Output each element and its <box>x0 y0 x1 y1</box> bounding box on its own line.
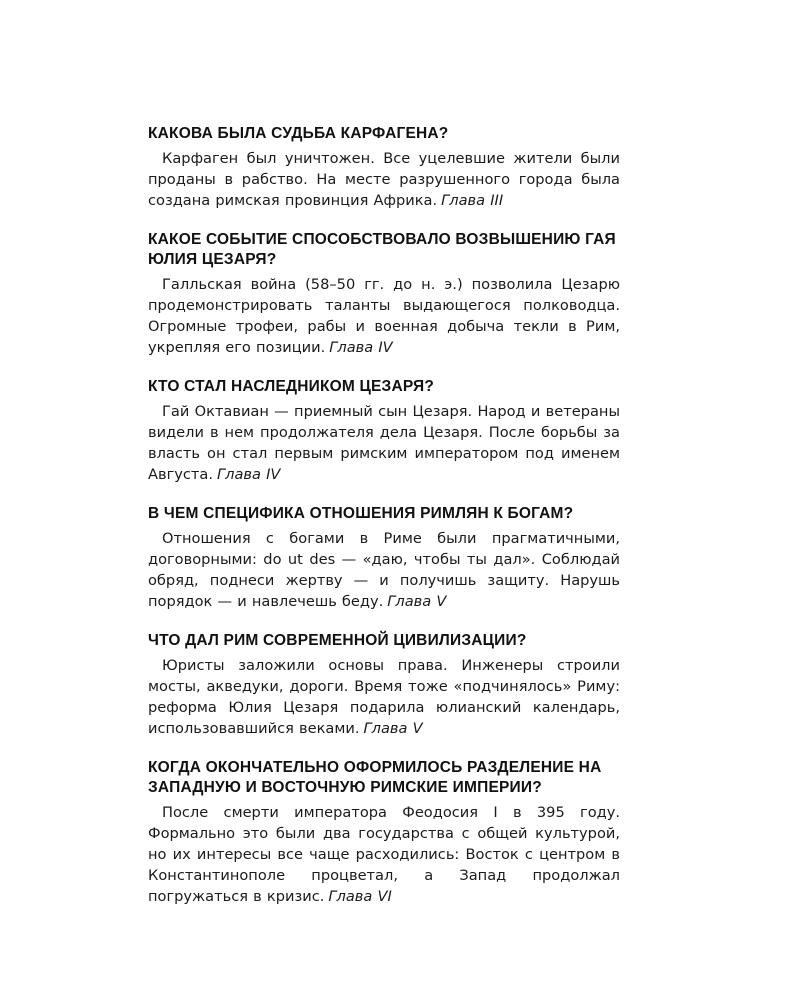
answer-text <box>148 148 620 211</box>
chapter-reference: Глава V <box>363 720 423 737</box>
qa-entry <box>148 758 620 907</box>
qa-entry <box>148 631 620 739</box>
answer-body: Юристы заложили основы права. Инженеры строили мосты, акведуки, дороги. Время тоже «подчинялось» Риму: реформа Юлия Цезаря подарила юлианский календарь, использовавшийся веками. <box>148 657 620 737</box>
qa-entry <box>148 124 620 211</box>
answer-body: Отношения с богами в Риме были прагматичными, договорными: do ut des — «даю, чтобы ты дал». Соблюдай обряд, поднеси жертву — и получишь защиту. Нарушь порядок — и навлечешь беду. <box>148 530 620 610</box>
answer-body: Галльская война (58–50 гг. до н. э.) позволила Цезарю продемонстрировать таланты выдающегося полководца. Огромные трофеи, рабы и военная добыча текли в Рим, укрепляя его позиции. <box>148 276 620 356</box>
qa-entry <box>148 230 620 358</box>
answer-text <box>148 528 620 612</box>
question-heading: КОГДА ОКОНЧАТЕЛЬНО ОФОРМИЛОСЬ РАЗДЕЛЕНИЕ НА ЗАПАДНУЮ И ВОСТОЧНУЮ РИМСКИЕ ИМПЕРИИ? <box>148 759 602 796</box>
question-heading: ЧТО ДАЛ РИМ СОВРЕМЕННОЙ ЦИВИЛИЗАЦИИ? <box>148 632 527 649</box>
answer-body: Гай Октавиан — приемный сын Цезаря. Народ и ветераны видели в нем продолжателя дела Цезаря. После борьбы за власть он стал первым римским императором под именем Августа. <box>148 403 620 483</box>
chapter-reference: Глава VI <box>328 888 392 905</box>
chapter-reference: Глава IV <box>217 466 281 483</box>
chapter-reference: Глава V <box>387 593 447 610</box>
answer-text <box>148 802 620 907</box>
chapter-reference: Глава IV <box>329 339 393 356</box>
qa-page <box>148 124 620 926</box>
question-heading: КАКОЕ СОБЫТИЕ СПОСОБСТВОВАЛО ВОЗВЫШЕНИЮ ГАЯ ЮЛИЯ ЦЕЗАРЯ? <box>148 231 616 268</box>
answer-body: Карфаген был уничтожен. Все уцелевшие жители были проданы в рабство. На месте разрушенного города была создана римская провинция Африка. <box>148 150 620 209</box>
chapter-reference: Глава III <box>441 192 504 209</box>
qa-entry <box>148 377 620 485</box>
answer-text <box>148 274 620 358</box>
question-heading: КТО СТАЛ НАСЛЕДНИКОМ ЦЕЗАРЯ? <box>148 378 435 395</box>
question-heading: В ЧЕМ СПЕЦИФИКА ОТНОШЕНИЯ РИМЛЯН К БОГАМ? <box>148 505 574 522</box>
qa-entry <box>148 504 620 612</box>
answer-text <box>148 655 620 739</box>
question-heading: КАКОВА БЫЛА СУДЬБА КАРФАГЕНА? <box>148 125 449 142</box>
answer-body: После смерти императора Феодосия I в 395 году. Формально это были два государства с общей культурой, но их интересы все чаще расходились: Восток с центром в Константинополе процветал, а Запад продолжал погружаться в кризис. <box>148 804 620 905</box>
answer-text <box>148 401 620 485</box>
